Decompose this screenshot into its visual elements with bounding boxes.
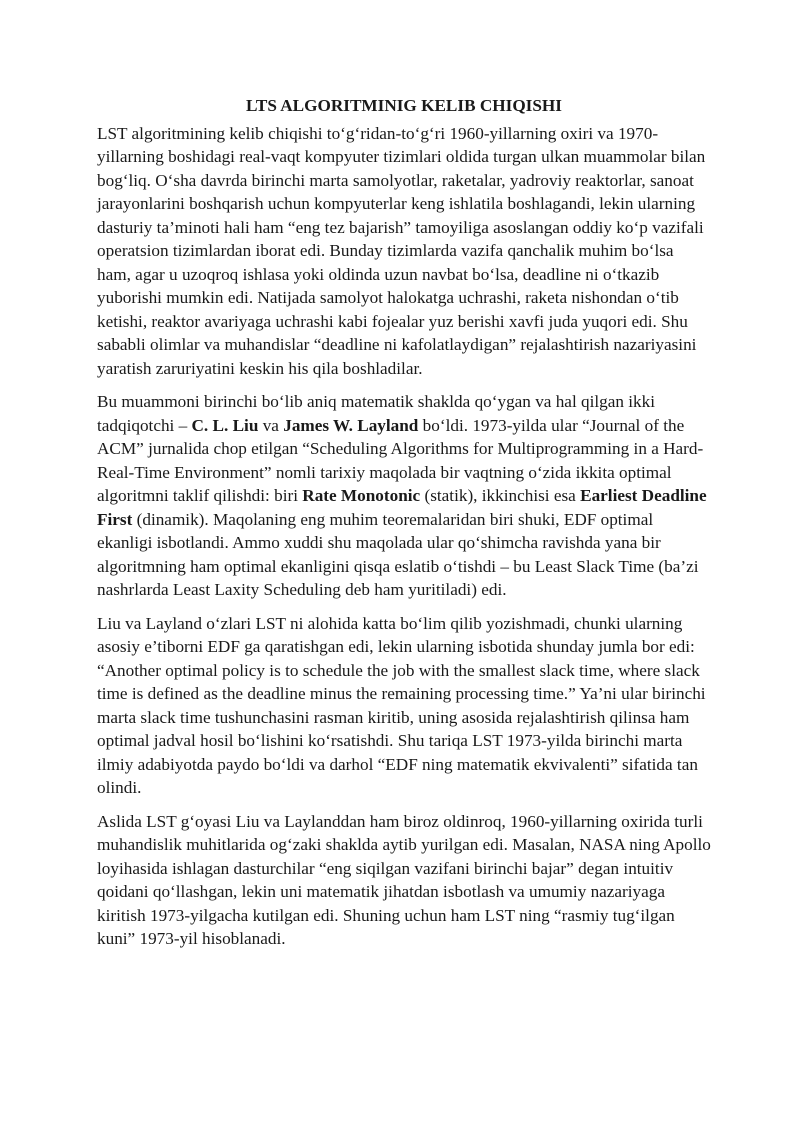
paragraph-2-text-4: (statik), ikkinchisi esa bbox=[420, 486, 581, 505]
paragraph-2-text-5: (dinamik). Maqolaning eng muhim teoremalaridan biri shuki, EDF optimal ekanligi isbotlandi. Ammo xuddi shu maqolada ular qo‘shimcha ravishda yana bir algoritmning ham optimal ekanligini qisqa eslatib o‘tishdi – bu Least Slack Time (ba’zi nashrlarda Least Laxity Scheduling deb ham yuritiladi) edi. bbox=[97, 509, 699, 599]
paragraph-2-text-3: bo‘ldi. 1973-yilda ular “Journal of the ACM” jurnalida chop etilgan “Scheduling Algorithms for Multiprogramming in a Hard-Real-Time Environment” nomli tarixiy maqolada bir vaqtning o‘zida ikkita optimal algoritmni taklif qilishdi: biri bbox=[97, 415, 704, 505]
term-rate-monotonic: Rate Monotonic bbox=[302, 486, 421, 505]
document-title: LTS ALGORITMINIG KELIB CHIQISHI bbox=[245, 96, 562, 115]
paragraph-2-text-2: va bbox=[258, 415, 284, 435]
paragraph-1: LST algoritmining kelib chiqishi to‘g‘ridan-to‘g‘ri 1960-yillarning oxiri va 1970-yillarning boshidagi real-vaqt kompyuter tizimlari oldida turgan ulkan muammolar bilan bog‘liq. O‘sha davrda birinchi marta samolyotlar, raketalar, yadroviy reaktorlar, sanoat jarayonlarini boshqarish uchun kompyuterlar keng ishlatila boshlagandi, lekin ularning dasturiy ta’minoti hali ham “eng tez bajarish” tamoyiliga asoslangan oddiy ko‘p vazifali operatsion tizimlardan iborat edi. Bunday tizimlarda vazifa qanchalik muhim bo‘lsa ham, agar u uzoqroq ishlasa yoki oldinda uzun navbat bo‘lsa, deadline ni o‘tkazib yuborishi mumkin edi. Natijada samolyot halokatga uchrashi, raketa nishondan o‘tib ketishi, reaktor avariyaga uchrashi kabi fojealar yuz berishi xavfi juda yuqori edi. Shu sababli olimlar va muhandislar “deadline ni kafolatlaydigan” rejalashtirish nazariyasini yaratish zaruriyatini keskin his qila boshladilar. bbox=[97, 123, 706, 378]
paragraph-4: Aslida LST g‘oyasi Liu va Laylanddan ham biroz oldinroq, 1960-yillarning oxirida turli muhandislik muhitlarida og‘zaki shaklda aytib yurilgan edi. Masalan, NASA ning Apollo loyihasida ishlagan dasturchilar “eng siqilgan vazifani birinchi bajar” degan intuitiv qoidani qo‘llashgan, lekin uni matematik jihatdan isbotlash va umumiy nazariyaga kiritish 1973-yilgacha kutilgan edi. Shuning uchun ham LST ning “rasmiy tug‘ilgan kuni” 1973-yil hisoblanadi. bbox=[97, 811, 711, 948]
author-liu: C. L. Liu bbox=[191, 415, 259, 435]
paragraph-2 bbox=[97, 390, 711, 602]
paragraph-2-text-1: Bu muammoni birinchi bo‘lib aniq matematik shaklda qo‘ygan va hal qilgan ikki tadqiqotchi – bbox=[97, 392, 656, 435]
document-body bbox=[97, 94, 711, 961]
paragraph-3: Liu va Layland o‘zlari LST ni alohida katta bo‘lim qilib yozishmadi, chunki ularning asosiy e’tiborni EDF ga qaratishgan edi, lekin ularning isbotida shunday jumla bor edi: “Another optimal policy is to schedule the job with the smallest slack time, where slack time is defined as the deadline minus the remaining processing time.” Ya’ni ular birinchi marta slack time tushunchasini rasman kiritib, uning asosida rejalashtirish qilinsa ham optimal jadval hosil bo‘lishini ko‘rsatishdi. Shu tariqa LST 1973-yilda birinchi marta ilmiy adabiyotda paydo bo‘ldi va darhol “EDF ning matematik ekvivalenti” sifatida tan olindi. bbox=[97, 613, 706, 797]
author-layland: James W. Layland bbox=[283, 415, 419, 435]
term-edf: Earliest Deadline First bbox=[97, 486, 707, 529]
